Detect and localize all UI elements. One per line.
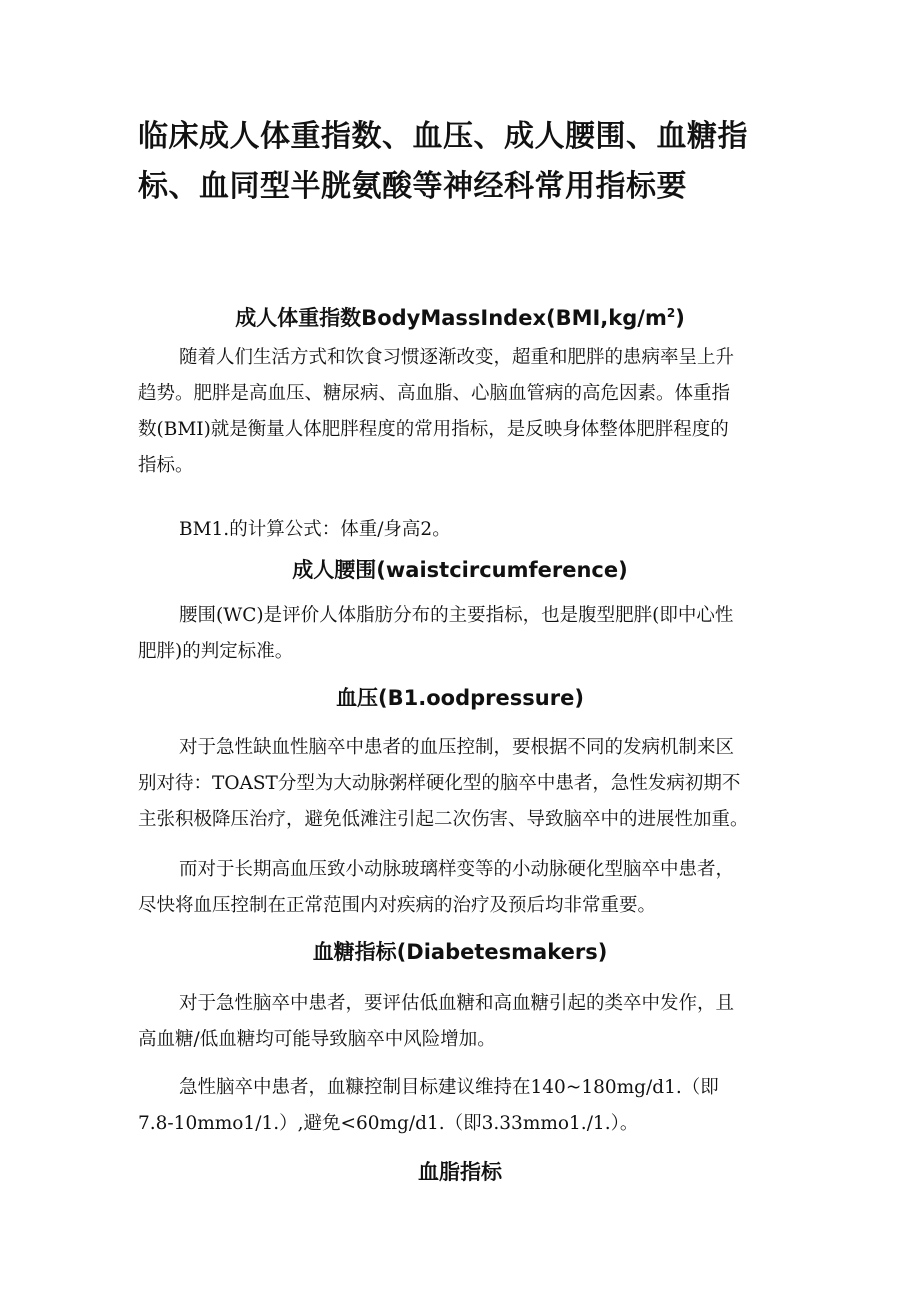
bmi-heading-text: 成人体重指数BodyMassIndex(BMI,kg/m <box>235 306 667 330</box>
glucose-para2-line: 7.8-10mmo1/1.）,避免<60mg/d1.（即3.33mmo1./1.）。 <box>138 1113 639 1134</box>
title-line-2: 标、血同型半胱氨酸等神经科常用指标要 <box>138 169 687 204</box>
bp-paragraph-2 <box>138 852 798 924</box>
section-heading-lipid: 血脂指标 <box>418 1160 502 1184</box>
section-heading-blood-pressure: 血压(B1.oodpressure) <box>336 686 584 710</box>
bmi-para-line: 随着人们生活方式和饮食习惯逐渐改变，超重和肥胖的患病率呈上升 <box>179 347 735 368</box>
glucose-para1-line: 对于急性脑卒中患者，要评估低血糖和高血糖引起的类卒中发作，且 <box>179 993 735 1014</box>
waist-paragraph <box>138 598 798 670</box>
bp-para1-line: 主张积极降压治疗，避免低滩注引起二次伤害、导致脑卒中的进展性加重。 <box>138 809 749 830</box>
waist-para-line: 肥胖)的判定标准。 <box>138 641 294 662</box>
bmi-heading-close: ) <box>675 306 685 330</box>
section-heading-waist: 成人腰围(waistcircumference) <box>292 558 628 582</box>
bp-para1-line: 别对待：TOAST分型为大动脉粥样硬化型的脑卒中患者，急性发病初期不 <box>138 773 741 794</box>
bp-para2-line: 而对于长期高血压致小动脉玻璃样变等的小动脉硬化型脑卒中患者， <box>179 859 735 880</box>
bmi-para-line: 数(BMI)就是衡量人体肥胖程度的常用指标，是反映身体整体肥胖程度的 <box>138 419 729 440</box>
bmi-formula-text: BM1.的计算公式：体重/身高2。 <box>179 519 451 540</box>
glucose-para2-line: 急性脑卒中患者，血糠控制目标建议维持在140~180mg/d1.（即 <box>179 1077 719 1098</box>
section-heading-glucose: 血糖指标(Diabetesmakers) <box>312 940 608 964</box>
bp-para2-line: 尽快将血压控制在正常范围内对疾病的治疗及预后均非常重要。 <box>138 895 657 916</box>
bmi-heading-superscript: 2 <box>666 306 676 320</box>
bp-para1-line: 对于急性缺血性脑卒中患者的血压控制，要根据不同的发病机制来区 <box>179 737 735 758</box>
section-heading-bmi <box>0 304 920 332</box>
document-title <box>138 112 798 212</box>
bp-paragraph-1 <box>138 730 798 838</box>
glucose-para1-line: 高血糖/低血糖均可能导致脑卒中风险增加。 <box>138 1029 496 1050</box>
glucose-paragraph-1 <box>138 986 798 1058</box>
bmi-para-line: 趋势。肥胖是高血压、糖尿病、高血脂、心脑血管病的高危因素。体重指 <box>138 383 731 404</box>
bmi-para-line: 指标。 <box>138 455 194 476</box>
waist-para-line: 腰围(WC)是评价人体脂肪分布的主要指标，也是腹型肥胖(即中心性 <box>179 605 734 626</box>
title-line-1: 临床成人体重指数、血压、成人腰围、血糖指 <box>138 119 748 154</box>
glucose-paragraph-2 <box>138 1070 798 1142</box>
bmi-paragraph <box>138 340 798 484</box>
bmi-formula <box>138 512 798 548</box>
